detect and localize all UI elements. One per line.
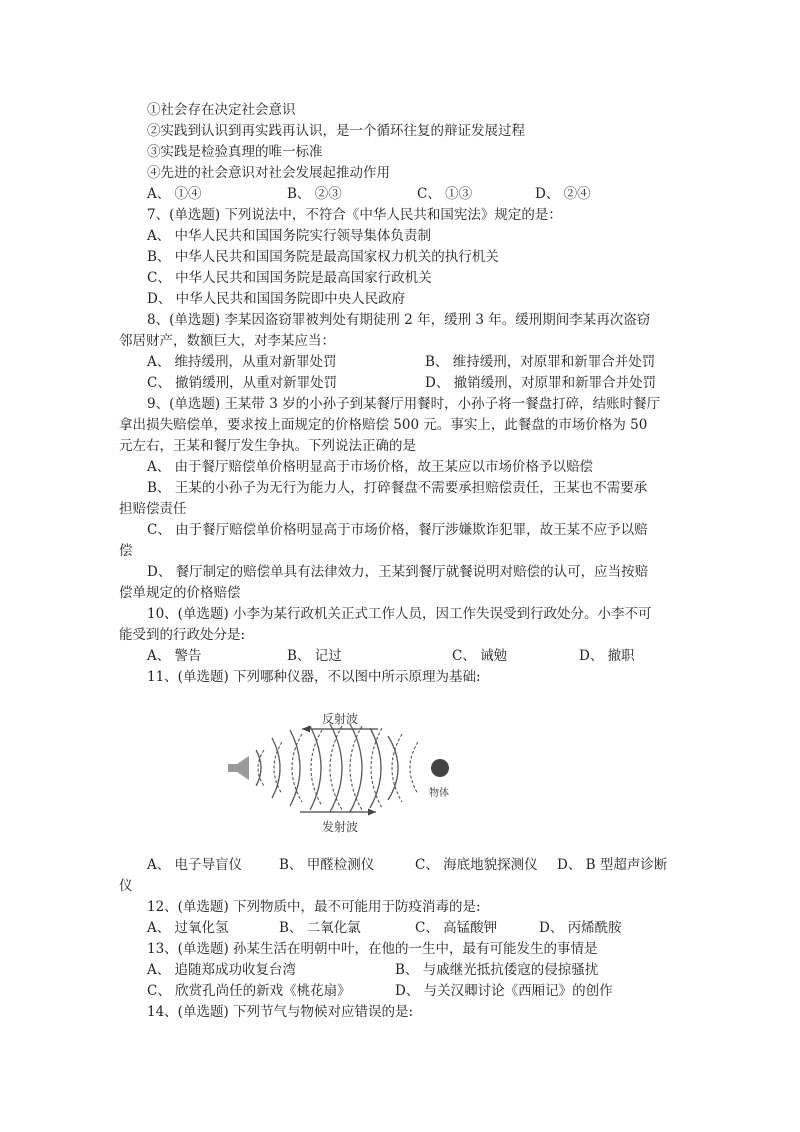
object-ball-icon bbox=[431, 759, 449, 777]
q13-option-d: D、 与关汉卿讨论《西厢记》的创作 bbox=[395, 983, 613, 999]
q11-option-b: B、 甲醛检测仪 bbox=[279, 857, 375, 873]
q6-option-c: C、 ①③ bbox=[417, 186, 473, 202]
statement-4: ④先进的社会意识对社会发展起推动作用 bbox=[147, 165, 390, 181]
q12-option-b: B、 二氧化氯 bbox=[279, 920, 361, 936]
q10-option-c: C、 诫勉 bbox=[452, 648, 508, 664]
q7-option-c: C、 中华人民共和国国务院是最高国家行政机关 bbox=[147, 270, 432, 286]
q11-option-d-line2: 仪 bbox=[119, 878, 133, 894]
q9-stem-line1: 9、(单选题) 王某带 3 岁的小孙子到某餐厅用餐时，小孙子将一餐盘打碎，结账时餐厅 bbox=[147, 396, 661, 412]
emitted-waves bbox=[256, 724, 398, 812]
statement-3: ③实践是检验真理的唯一标准 bbox=[147, 144, 323, 160]
q10-option-a: A、 警告 bbox=[147, 648, 202, 664]
q13-stem: 13、(单选题) 孙某生活在明朝中叶，在他的一生中，最有可能发生的事情是 bbox=[147, 941, 598, 957]
q12-option-c: C、 高锰酸钾 bbox=[415, 920, 498, 936]
speaker-icon bbox=[228, 756, 249, 780]
q10-stem-line1: 10、(单选题) 小李为某行政机关正式工作人员，因工作失误受到行政处分。小李不可 bbox=[147, 606, 652, 622]
q9-option-b-line2: 担赔偿责任 bbox=[119, 501, 187, 517]
emitted-wave-label: 发射波 bbox=[322, 820, 359, 834]
statement-2: ②实践到认识到再实践再认识，是一个循环往复的辩证发展过程 bbox=[147, 123, 525, 139]
q11-option-d-line1: D、 B 型超声诊断 bbox=[557, 857, 668, 873]
q10-option-d: D、 撤职 bbox=[579, 648, 635, 664]
wave-reflection-figure bbox=[218, 700, 468, 840]
q13-option-b: B、 与戚继光抵抗倭寇的侵掠骚扰 bbox=[395, 962, 599, 978]
q9-option-c-line2: 偿 bbox=[119, 543, 133, 559]
q10-option-b: B、 记过 bbox=[287, 648, 342, 664]
q6-option-b: B、 ②③ bbox=[287, 186, 342, 202]
q9-option-d-line2: 偿单规定的价格赔偿 bbox=[119, 585, 241, 601]
q9-option-c-line1: C、 由于餐厅赔偿单价格明显高于市场价格，餐厅涉嫌欺诈犯罪，故王某不应予以赔 bbox=[147, 522, 648, 538]
q9-option-d-line1: D、 餐厅制定的赔偿单具有法律效力，王某到餐厅就餐说明对赔偿的认可，应当按赔 bbox=[147, 564, 649, 580]
emitted-arrowhead-icon bbox=[368, 809, 376, 816]
q12-option-a: A、 过氧化氢 bbox=[147, 920, 229, 936]
object-label: 物体 bbox=[429, 788, 449, 799]
q7-option-a: A、 中华人民共和国国务院实行领导集体负责制 bbox=[147, 228, 432, 244]
q8-option-c: C、 撤销缓刑，从重对新罪处罚 bbox=[147, 375, 338, 391]
q12-stem: 12、(单选题) 下列物质中，最不可能用于防疫消毒的是: bbox=[147, 899, 481, 915]
q11-option-a: A、 电子导盲仪 bbox=[147, 857, 243, 873]
q7-stem: 7、(单选题) 下列说法中，不符合《中华人民共和国宪法》规定的是： bbox=[147, 207, 562, 223]
q11-stem: 11、(单选题) 下列哪种仪器，不以图中所示原理为基础: bbox=[147, 669, 481, 685]
reflected-waves bbox=[258, 726, 418, 810]
q9-stem-line2: 拿出损失赔偿单，要求按上面规定的价格赔偿 500 元。事实上，此餐盘的市场价格为 50 bbox=[119, 417, 648, 433]
q8-option-b: B、 维持缓刑，对原罪和新罪合并处罚 bbox=[425, 354, 656, 370]
statement-1: ①社会存在决定社会意识 bbox=[147, 102, 296, 118]
q7-option-b: B、 中华人民共和国国务院是最高国家权力机关的执行机关 bbox=[147, 249, 499, 265]
q8-option-d: D、 撤销缓刑，对原罪和新罪合并处罚 bbox=[425, 375, 657, 391]
reflected-arrowhead-icon bbox=[302, 726, 310, 733]
q9-option-a: A、 由于餐厅赔偿单价格明显高于市场价格，故王某应以市场价格予以赔偿 bbox=[147, 459, 594, 475]
q13-option-c: C、 欣赏孔尚任的新戏《桃花扇》 bbox=[147, 983, 351, 999]
q9-option-b-line1: B、 王某的小孙子为无行为能力人，打碎餐盘不需要承担赔偿责任，王某也不需要承 bbox=[147, 480, 648, 496]
q10-stem-line2: 能受到的行政处分是: bbox=[119, 627, 246, 643]
reflected-wave-label: 反射波 bbox=[322, 712, 359, 726]
q6-option-a: A、 ①④ bbox=[147, 186, 202, 202]
q7-option-d: D、 中华人民共和国国务院即中央人民政府 bbox=[147, 291, 406, 307]
q6-option-d: D、 ②④ bbox=[535, 186, 591, 202]
q13-option-a: A、 追随郑成功收复台湾 bbox=[147, 962, 297, 978]
q14-stem: 14、(单选题) 下列节气与物候对应错误的是: bbox=[147, 1004, 414, 1020]
q8-stem-line1: 8、(单选题) 李某因盗窃罪被判处有期徒刑 2 年，缓刑 3 年。缓刑期间李某再次盗窃 bbox=[147, 312, 651, 328]
q11-option-c: C、 海底地貌探测仪 bbox=[415, 857, 538, 873]
q9-stem-line3: 元左右，王某和餐厅发生争执。下列说法正确的是 bbox=[119, 438, 416, 454]
q12-option-d: D、 丙烯酰胺 bbox=[539, 920, 622, 936]
q8-option-a: A、 维持缓刑，从重对新罪处罚 bbox=[147, 354, 337, 370]
q8-stem-line2: 邻居财产，数额巨大，对李某应当： bbox=[119, 333, 335, 349]
